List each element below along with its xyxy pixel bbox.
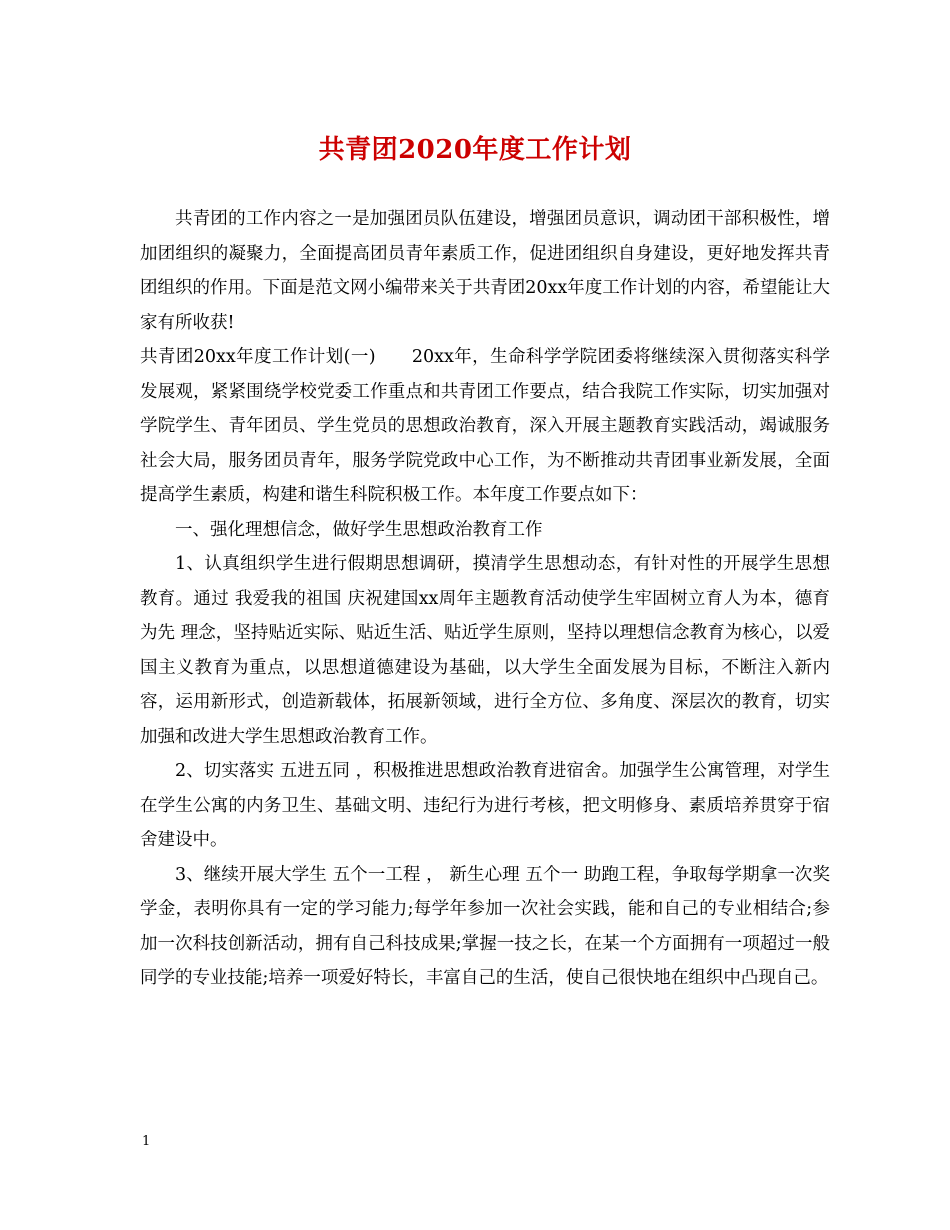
paragraph-plan-one: 共青团20xx年度工作计划(一) 20xx年，生命科学学院团委将继续深入贯彻落实科学发展观，紧紧围绕学校党委工作重点和共青团工作要点，结合我院工作实际，切实加强对学院学生、青年团员、学生党员的思想政治教育，深入开展主题教育实践活动，竭诚服务社会大局，服务团员青年，服务学院党政中心工作，为不断推动共青团事业新发展，全面提高学生素质，构建和谐生科院积极工作。本年度工作要点如下： xyxy=(140,347,830,505)
section-heading-one: 一、强化理想信念，做好学生思想政治教育工作 xyxy=(175,519,543,540)
document-title: 共青团2020年度工作计划 xyxy=(318,135,632,165)
paragraph-item-one: 1、认真组织学生进行假期思想调研，摸清学生思想动态，有针对性的开展学生思想教育。通过 我爱我的祖国 庆祝建国xx周年主题教育活动使学生牢固树立育人为本，德育为先 理念，坚持贴近实际、贴近生活、贴近学生原则，坚持以理想信念教育为核心，以爱国主义教育为重点，以思想道德建设为基础，以大学生全面发展为目标，不断注入新内容，运用新形式，创造新载体，拓展新领域，进行全方位、多角度、深层次的教育，切实加强和改进大学生思想政治教育工作。 xyxy=(140,554,830,747)
paragraph-item-two: 2、切实落实 五进五同 ，积极推进思想政治教育进宿舍。加强学生公寓管理，对学生在学生公寓的内务卫生、基础文明、违纪行为进行考核，把文明修身、素质培养贯穿于宿舍建设中。 xyxy=(140,761,830,850)
page-number: 1 xyxy=(142,1134,151,1149)
paragraph-intro: 共青团的工作内容之一是加强团员队伍建设，增强团员意识，调动团干部积极性，增加团组织的凝聚力，全面提高团员青年素质工作，促进团组织自身建设，更好地发挥共青团组织的作用。下面是范文网小编带来关于共青团20xx年度工作计划的内容，希望能让大家有所收获! xyxy=(140,209,830,333)
paragraph-item-three: 3、继续开展大学生 五个一工程 ， 新生心理 五个一 助跑工程，争取每学期拿一次奖学金，表明你具有一定的学习能力;每学年参加一次社会实践，能和自己的专业相结合;参加一次科技创新活动，拥有自己科技成果;掌握一技之长，在某一个方面拥有一项超过一般同学的专业技能;培养一项爱好特长，丰富自己的生活，使自己很快地在组织中凸现自己。 xyxy=(140,864,830,988)
document-body xyxy=(140,202,830,996)
